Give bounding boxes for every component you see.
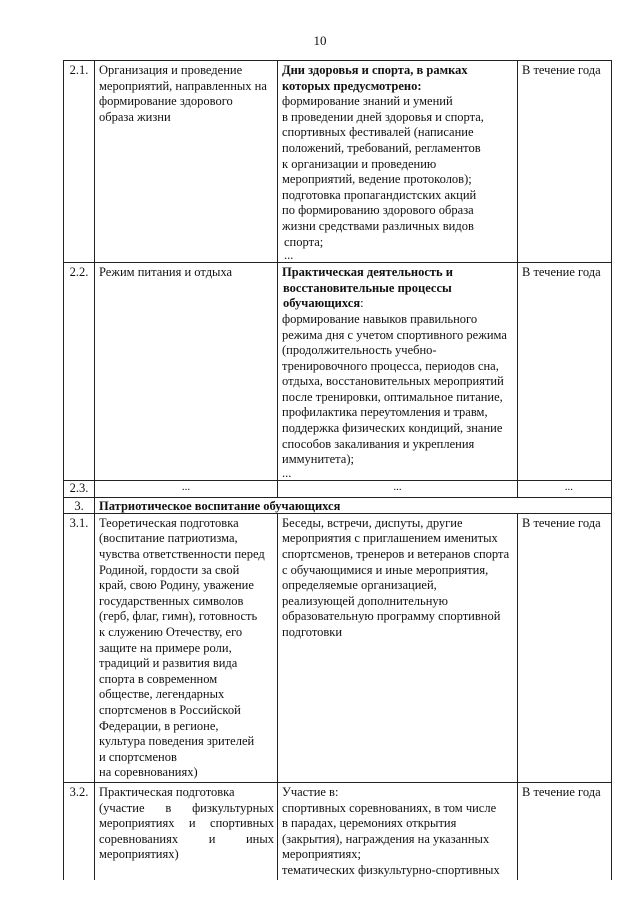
content-line: подготовки (282, 625, 343, 639)
period-ellipsis: ... (518, 480, 612, 497)
content-line: мероприятиях; (282, 847, 361, 862)
table-row-3-2 (64, 782, 612, 879)
word: соревнованиях (99, 831, 179, 846)
activity-name-line: Родиной, гордости за свой (99, 562, 240, 577)
row-number: 3.2. (64, 782, 95, 879)
table-row-3-1 (64, 513, 612, 782)
activities-table (63, 60, 612, 880)
activity-name-line: спорта в современном (99, 671, 218, 686)
content-line: иммунитета); (282, 452, 354, 467)
activity-name-line: Практическая подготовка (99, 784, 235, 799)
content-line: (закрытия), награждения на указанных (282, 831, 490, 846)
activity-name-line: Режим питания и отдыха (99, 265, 233, 280)
activity-content-ellipsis: ... (278, 480, 518, 497)
activity-name-cell (95, 513, 278, 782)
content-heading: Практическая деятельность и (282, 265, 453, 280)
table-row-2-1 (64, 61, 612, 263)
activity-name-line: мероприятиях) (99, 847, 179, 862)
content-heading: обучающихся (283, 296, 361, 311)
activity-name-line: край, свою Родину, уважение (99, 578, 254, 593)
activity-name-line: (воспитание патриотизма, (99, 531, 238, 546)
period-cell: В течение года (518, 513, 612, 782)
activity-content-cell (278, 61, 518, 263)
row-number: 2.1. (64, 61, 95, 263)
word: спортивных (210, 816, 274, 831)
content-line: мероприятий, ведение протоколов); (282, 172, 472, 187)
activity-name-line: формирование здорового (99, 94, 233, 109)
activity-name-line: культура поведения зрителей (99, 734, 255, 749)
activity-name-line: спортсменов в Российской (99, 702, 241, 717)
content-line: формирование знаний и умений (282, 94, 453, 109)
content-line: к организации и проведению (282, 156, 437, 171)
section-title: Патриотическое воспитание обучающихся (99, 498, 341, 513)
activity-name-cell (95, 61, 278, 263)
content-line: отдыха, восстановительных мероприятий (282, 374, 504, 389)
activity-name-line: (герб, флаг, гимн), готовность (99, 609, 258, 624)
row-number: 2.3. (64, 480, 95, 497)
table-row-2-2 (64, 263, 612, 481)
activity-name-line: обществе, легендарных (99, 687, 225, 702)
content-line: подготовка пропагандистских акций (282, 187, 477, 202)
content-line: режима дня с учетом спортивного режима (282, 327, 507, 342)
page-number: 10 (313, 33, 327, 48)
content-line: профилактика переутомления и травм, (282, 405, 488, 420)
activity-name-line: государственных символов (99, 593, 244, 608)
content-ellipsis: ... (284, 248, 294, 263)
content-line: спортсменов, тренеров и ветеранов спорта (282, 547, 510, 562)
word: иных (245, 831, 274, 846)
content-heading-colon: : (360, 296, 364, 311)
content-line: в проведении дней здоровья и спорта, (282, 109, 484, 124)
content-ellipsis: ... (282, 465, 292, 480)
content-line: спортивных фестивалей (написание (282, 125, 474, 140)
content-heading: Дни здоровья и спорта, в рамках (282, 63, 468, 77)
word: и (208, 831, 216, 846)
activity-name-line: традиций и развития вида (99, 656, 238, 671)
content-line: образовательную программу спортивной (282, 609, 501, 624)
content-heading: восстановительные процессы (283, 280, 452, 295)
content-line: формирование навыков правильного (282, 311, 478, 326)
activity-content-cell (278, 782, 518, 879)
content-line: Участие в: (282, 784, 339, 799)
activity-name-cell (95, 263, 278, 481)
activity-name-line (99, 816, 274, 832)
word: и (188, 816, 196, 831)
content-line: Беседы, встречи, диспуты, другие (282, 515, 463, 530)
content-line: поддержка физических кондиций, знание (282, 421, 503, 436)
content-heading: которых предусмотрено: (282, 78, 422, 93)
content-line: в парадах, церемониях открытия (282, 816, 457, 831)
period-cell: В течение года (518, 782, 612, 879)
activity-name-ellipsis: ... (95, 480, 278, 497)
content-line: реализующей дополнительную (282, 593, 449, 608)
activity-name-line (99, 832, 274, 848)
content-line: способов закаливания и укрепления (282, 436, 475, 451)
period-cell: В течение года (518, 263, 612, 481)
content-line: с обучающимися и иные мероприятия, (282, 562, 489, 577)
activity-name-line: на соревнованиях) (99, 765, 198, 780)
activity-name-line: Федерации, в регионе, (99, 718, 219, 733)
activity-name-line: мероприятий, направленных на (99, 78, 267, 93)
word: в (165, 800, 172, 815)
content-line: определяемые организацией, (282, 578, 437, 593)
activity-name-line: образа жизни (99, 109, 171, 124)
content-line: тематических физкультурно-спортивных (282, 862, 500, 877)
content-line: по формированию здорового образа (282, 203, 474, 218)
activity-name-line (99, 801, 274, 817)
table-row-2-3 (64, 480, 612, 497)
section-title-cell (95, 497, 612, 513)
word: (участие (99, 800, 145, 815)
row-number: 2.2. (64, 263, 95, 481)
activity-name-line: Организация и проведение (99, 63, 243, 77)
content-line: положений, требований, регламентов (282, 140, 481, 155)
section-number: 3. (64, 497, 95, 513)
activity-name-line: чувства ответственности перед (99, 547, 265, 562)
content-line: тренировочного процесса, периодов сна, (282, 358, 499, 373)
period-cell: В течение года (518, 61, 612, 263)
content-line: после тренировки, оптимальное питание, (282, 389, 503, 404)
activity-content-cell (278, 263, 518, 481)
row-number: 3.1. (64, 513, 95, 782)
content-line: жизни средствами различных видов (282, 218, 474, 233)
activity-content-cell (278, 513, 518, 782)
content-line: (продолжительность учебно- (282, 343, 437, 358)
activity-name-line: к служению Отечеству, его (99, 625, 243, 639)
content-line: спорта; (284, 234, 324, 249)
activity-name-line: и спортсменов (99, 749, 177, 764)
activity-name-line: Теоретическая подготовка (99, 515, 239, 530)
activity-name-cell (95, 782, 278, 879)
content-line: спортивных соревнованиях, в том числе (282, 800, 497, 815)
activity-name-line: защите на примере роли, (99, 640, 232, 655)
content-line: мероприятия с приглашением именитых (282, 531, 498, 546)
word: мероприятиях (99, 816, 175, 831)
word: физкультурных (192, 800, 274, 815)
section-row-3 (64, 497, 612, 513)
